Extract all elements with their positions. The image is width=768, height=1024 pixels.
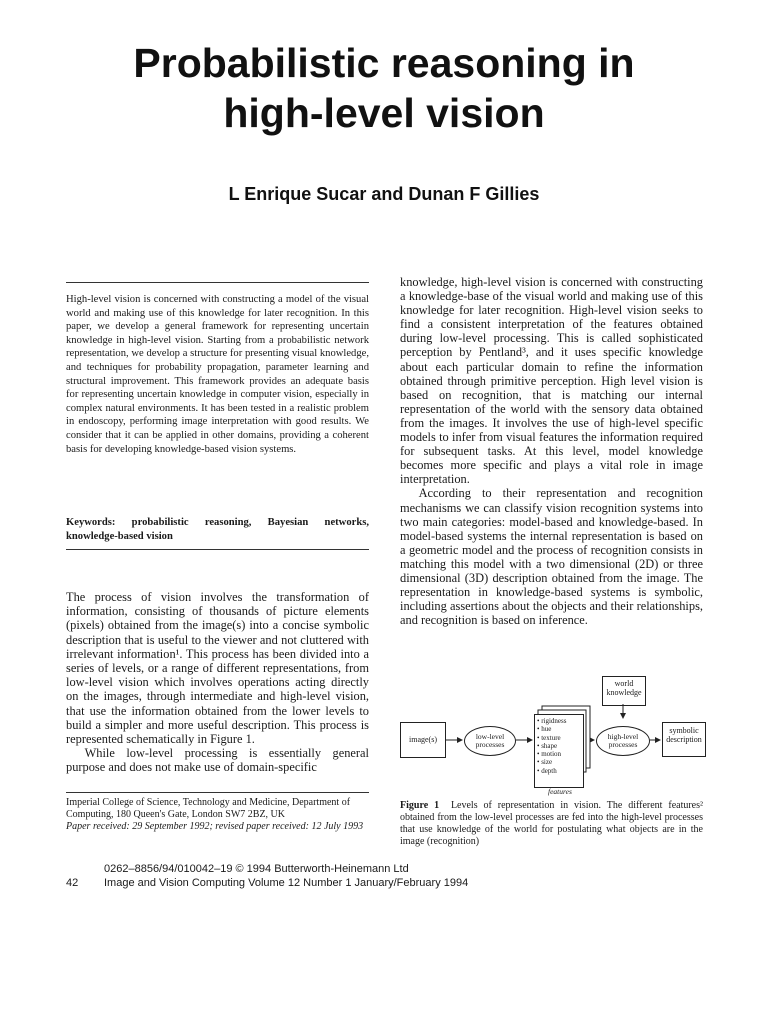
title-line-2: high-level vision (223, 90, 545, 136)
body-left-paragraph-1: The process of vision involves the transformation of information, consisting of thousands of picture elements (pixels) obtained from the image(s) into a concise symbolic description that is useful to the viewer and not cluttered with irrelevant information¹. This process has been divided into a series of levels, or a range of different representations, from low-level vision which involves operations acting directly on the images, through intermediate and high-level vision, that use the information obtained from the lower levels to build a simpler and more useful description. This process is represented schematically in Figure 1. (66, 590, 369, 747)
figure-caption (400, 800, 703, 848)
journal-reference: Image and Vision Computing Volume 12 Number 1 January/February 1994 (104, 877, 469, 889)
abstract-top-rule (66, 282, 369, 283)
keywords: Keywords: probabilistic reasoning, Bayesian networks, knowledge-based vision (66, 517, 369, 542)
world-knowledge-box: world knowledge (602, 676, 646, 706)
features-label: features (548, 787, 572, 796)
feature-item: • hue (537, 725, 566, 733)
affiliation: Imperial College of Science, Technology and Medicine, Department of Computing, 180 Queen's Gate, London SW7 2BZ, UK (66, 797, 351, 821)
page-number: 42 (66, 877, 79, 889)
paper-title (0, 38, 768, 138)
features-list (537, 717, 566, 775)
abstract-bottom-rule (66, 549, 369, 550)
body-right-paragraph-1: knowledge, high-level vision is concerned with constructing a knowledge-base of the visual world and making use of this knowledge for later recognition. High-level vision seeks to find a consistent interpretation of the features obtained during low-level processing. This is called sophisticated perception by Pentland³, and it uses specific knowledge about each particular domain to refine the information obtained through primitive perception. High level vision is based on recognition, that is matching our internal representation of the world with the sensory data obtained from the images. It involves the use of high-level specific models to infer from visual features the information required for subsequent tasks. At this level, model knowledge becomes more specific and plays a vital role in image interpretation. (400, 275, 703, 487)
footer-copyright: 0262–8856/94/010042–19 © 1994 Butterworth-Heinemann Ltd (104, 863, 409, 875)
image-box: image(s) (400, 722, 446, 758)
feature-item: • motion (537, 750, 566, 758)
feature-item: • shape (537, 742, 566, 750)
body-right-column (400, 275, 703, 627)
affiliation-rule (66, 792, 369, 793)
feature-item: • size (537, 758, 566, 766)
symbolic-description-box: symbolic description (662, 722, 706, 757)
caption-label: Figure 1 (400, 800, 440, 811)
feature-item: • rigidness (537, 717, 566, 725)
affiliation-block (66, 797, 369, 834)
caption-text: Levels of representation in vision. The different features² obtained from the low-level processes are fed into the high-level processes that use knowledge of the world for postulating what objects are in the image (recognition) (400, 800, 704, 847)
features-box (534, 714, 584, 788)
feature-item: • depth (537, 767, 566, 775)
high-level-ellipse: high-level processes (596, 726, 650, 756)
feature-item: • texture (537, 734, 566, 742)
body-left-column (66, 590, 369, 775)
body-right-paragraph-2: According to their representation and recognition mechanisms we can classify vision recognition systems into two main categories: model-based and knowledge-based. In model-based systems the internal representation is based on a geometric model and the process of recognition consists in matching this model with a two dimensional (2D) or three dimensional (3D) description obtained from the image. The representation in knowledge-based systems is symbolic, including assertions about the objects and their relationships, and recognition is based on inference. (400, 486, 703, 628)
received-dates: Paper received: 29 September 1992; revised paper received: 12 July 1993 (66, 821, 364, 833)
figure-1-diagram (398, 672, 708, 798)
low-level-ellipse: low-level processes (464, 726, 516, 756)
abstract: High-level vision is concerned with constructing a model of the visual world and making use of this knowledge for later recognition. In this paper, we develop a general framework for representing uncertain knowledge in high-level vision. Starting from a probabilistic network representation, we develop a structure for presenting visual knowledge, and techniques for probability propagation, parameter learning and structural improvement. This framework provides an adequate basis for representing uncertain knowledge in computer vision, especially in complex natural environments. It has been tested in a realistic problem in endoscopy, performing image interpretation with good results. We consider that it can be applied in other domains, providing a coherent basis for developing knowledge-based vision systems. (66, 294, 369, 455)
title-line-1: Probabilistic reasoning in (133, 40, 635, 86)
body-left-paragraph-2: While low-level processing is essentially general purpose and does not make use of domain-specific (66, 746, 369, 775)
authors: L Enrique Sucar and Dunan F Gillies (228, 184, 540, 204)
